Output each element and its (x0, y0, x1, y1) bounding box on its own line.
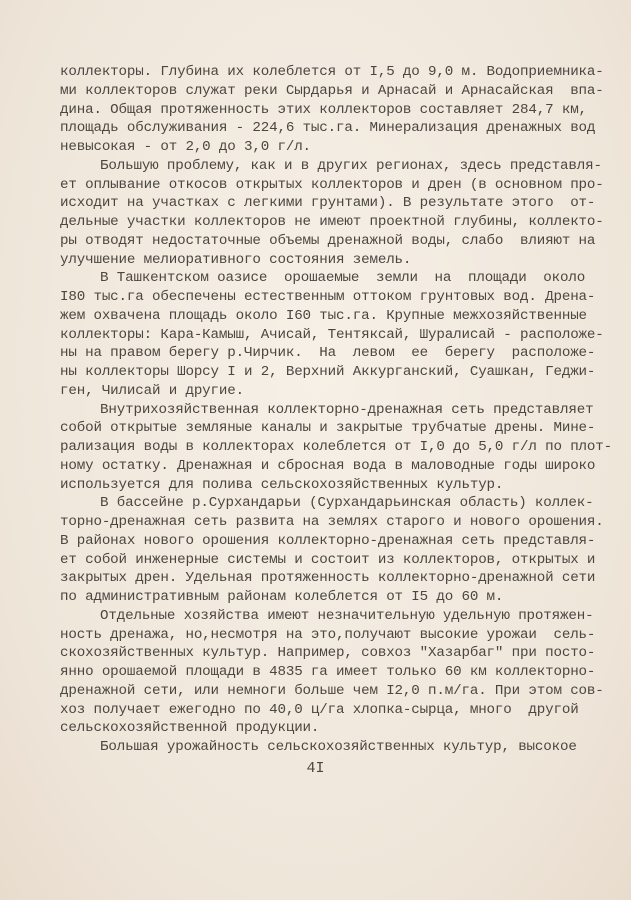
text-line: коллекторы: Кара-Камыш, Ачисай, Тентяксай, Шуралисай - расположе- (60, 326, 604, 343)
body-text (60, 63, 620, 757)
text-line: Отдельные хозяйства имеют незначительную удельную протяжен- (100, 607, 594, 624)
paragraph (60, 738, 620, 757)
text-line: жем охвачена площадь около I60 тыс.га. Крупные межхозяйственные (60, 307, 587, 324)
text-line: исходит на участках с легкими грунтами). В результате этого от- (60, 195, 596, 212)
text-line: Большую проблему, как и в других регионах, здесь представля- (100, 157, 602, 174)
text-line: ны на правом берегу р.Чирчик. На левом ее берегу расположе- (60, 345, 596, 362)
text-line: янно орошаемой площади в 4835 га имеет только 60 км коллекторно- (60, 664, 596, 680)
text-line: ны коллекторы Шорсу I и 2, Верхний Аккурганский, Суашкан, Геджи- (60, 364, 596, 380)
text-line: ность дренажа, но,несмотря на это,получают высокие урожаи сель- (60, 626, 596, 643)
text-line: по административным районам колеблется от I5 до 60 м. (60, 589, 504, 605)
text-line: ген, Чилисай и другие. (60, 382, 245, 399)
page-number: 4I (306, 760, 325, 777)
text-line: закрытых дрен. Удельная протяженность коллекторно-дренажной сети (60, 570, 596, 587)
paragraph (60, 269, 620, 400)
paragraph (60, 63, 620, 157)
text-line: хоз получает ежегодно по 40,0 ц/га хлопка-сырца, много другой (60, 701, 579, 718)
text-line: улучшение мелиоративного состояния земель. (60, 251, 412, 268)
text-line: собой открытые земляные каналы и закрытые трубчатые дрены. Мине- (60, 420, 596, 437)
paragraph (60, 607, 620, 738)
paragraph (60, 494, 620, 607)
text-line: В Ташкентском оазисе орошаемые земли на площади около (100, 270, 586, 287)
text-line: ми коллекторов служат реки Сырдарья и Арнасай и Арнасайская впа- (60, 82, 604, 99)
text-line: ры отводят недостаточные объемы дренажной воды, слабо влияют на (60, 232, 596, 249)
text-line: дина. Общая протяженность этих коллекторов составляет 284,7 км, (60, 101, 587, 118)
text-line: сельскохозяйственной продукции. (60, 720, 320, 737)
text-line: используется для полива сельскохозяйственных культур. (60, 476, 504, 493)
text-line: рализация воды в коллекторах колеблется от I,0 до 5,0 г/л по плот- (60, 439, 613, 455)
text-line: торно-дренажная сеть развита на землях старого и нового орошения. (60, 514, 604, 530)
text-line: ет собой инженерные системы и состоит из коллекторов, открытых и (60, 551, 596, 568)
text-line: скохозяйственных культур. Например, совхоз "Хазарбаг" при посто- (60, 645, 596, 662)
text-line: ет оплывание откосов открытых коллекторов и дрен (в основном про- (60, 176, 604, 193)
text-line: I80 тыс.га обеспечены естественным оттоком грунтовых вод. Дрена- (60, 289, 596, 305)
text-line: В бассейне р.Сурхандарьи (Сурхандарьинская область) коллек- (100, 495, 594, 512)
text-line: В районах нового орошения коллекторно-дренажная сеть представля- (60, 532, 596, 549)
text-line: невысокая - от 2,0 до 3,0 г/л. (60, 139, 311, 155)
text-line: дренажной сети, или немноги больше чем I2,0 п.м/га. При этом сов- (60, 682, 604, 699)
text-line: Внутрихозяйственная коллекторно-дренажная сеть представляет (100, 401, 594, 418)
text-line: площадь обслуживания - 224,6 тыс.га. Минерализация дренажных вод (60, 120, 596, 137)
text-line: ному остатку. Дренажная и сбросная вода в маловодные годы широко (60, 457, 596, 474)
paragraph (60, 401, 620, 495)
text-line: коллекторы. Глубина их колеблется от I,5 до 9,0 м. Водоприемника- (60, 64, 604, 80)
text-line: Большая урожайность сельскохозяйственных культур, высокое (100, 739, 577, 755)
text-line: дельные участки коллекторов не имеют проектной глубины, коллекто- (60, 214, 604, 230)
paragraph (60, 157, 620, 270)
